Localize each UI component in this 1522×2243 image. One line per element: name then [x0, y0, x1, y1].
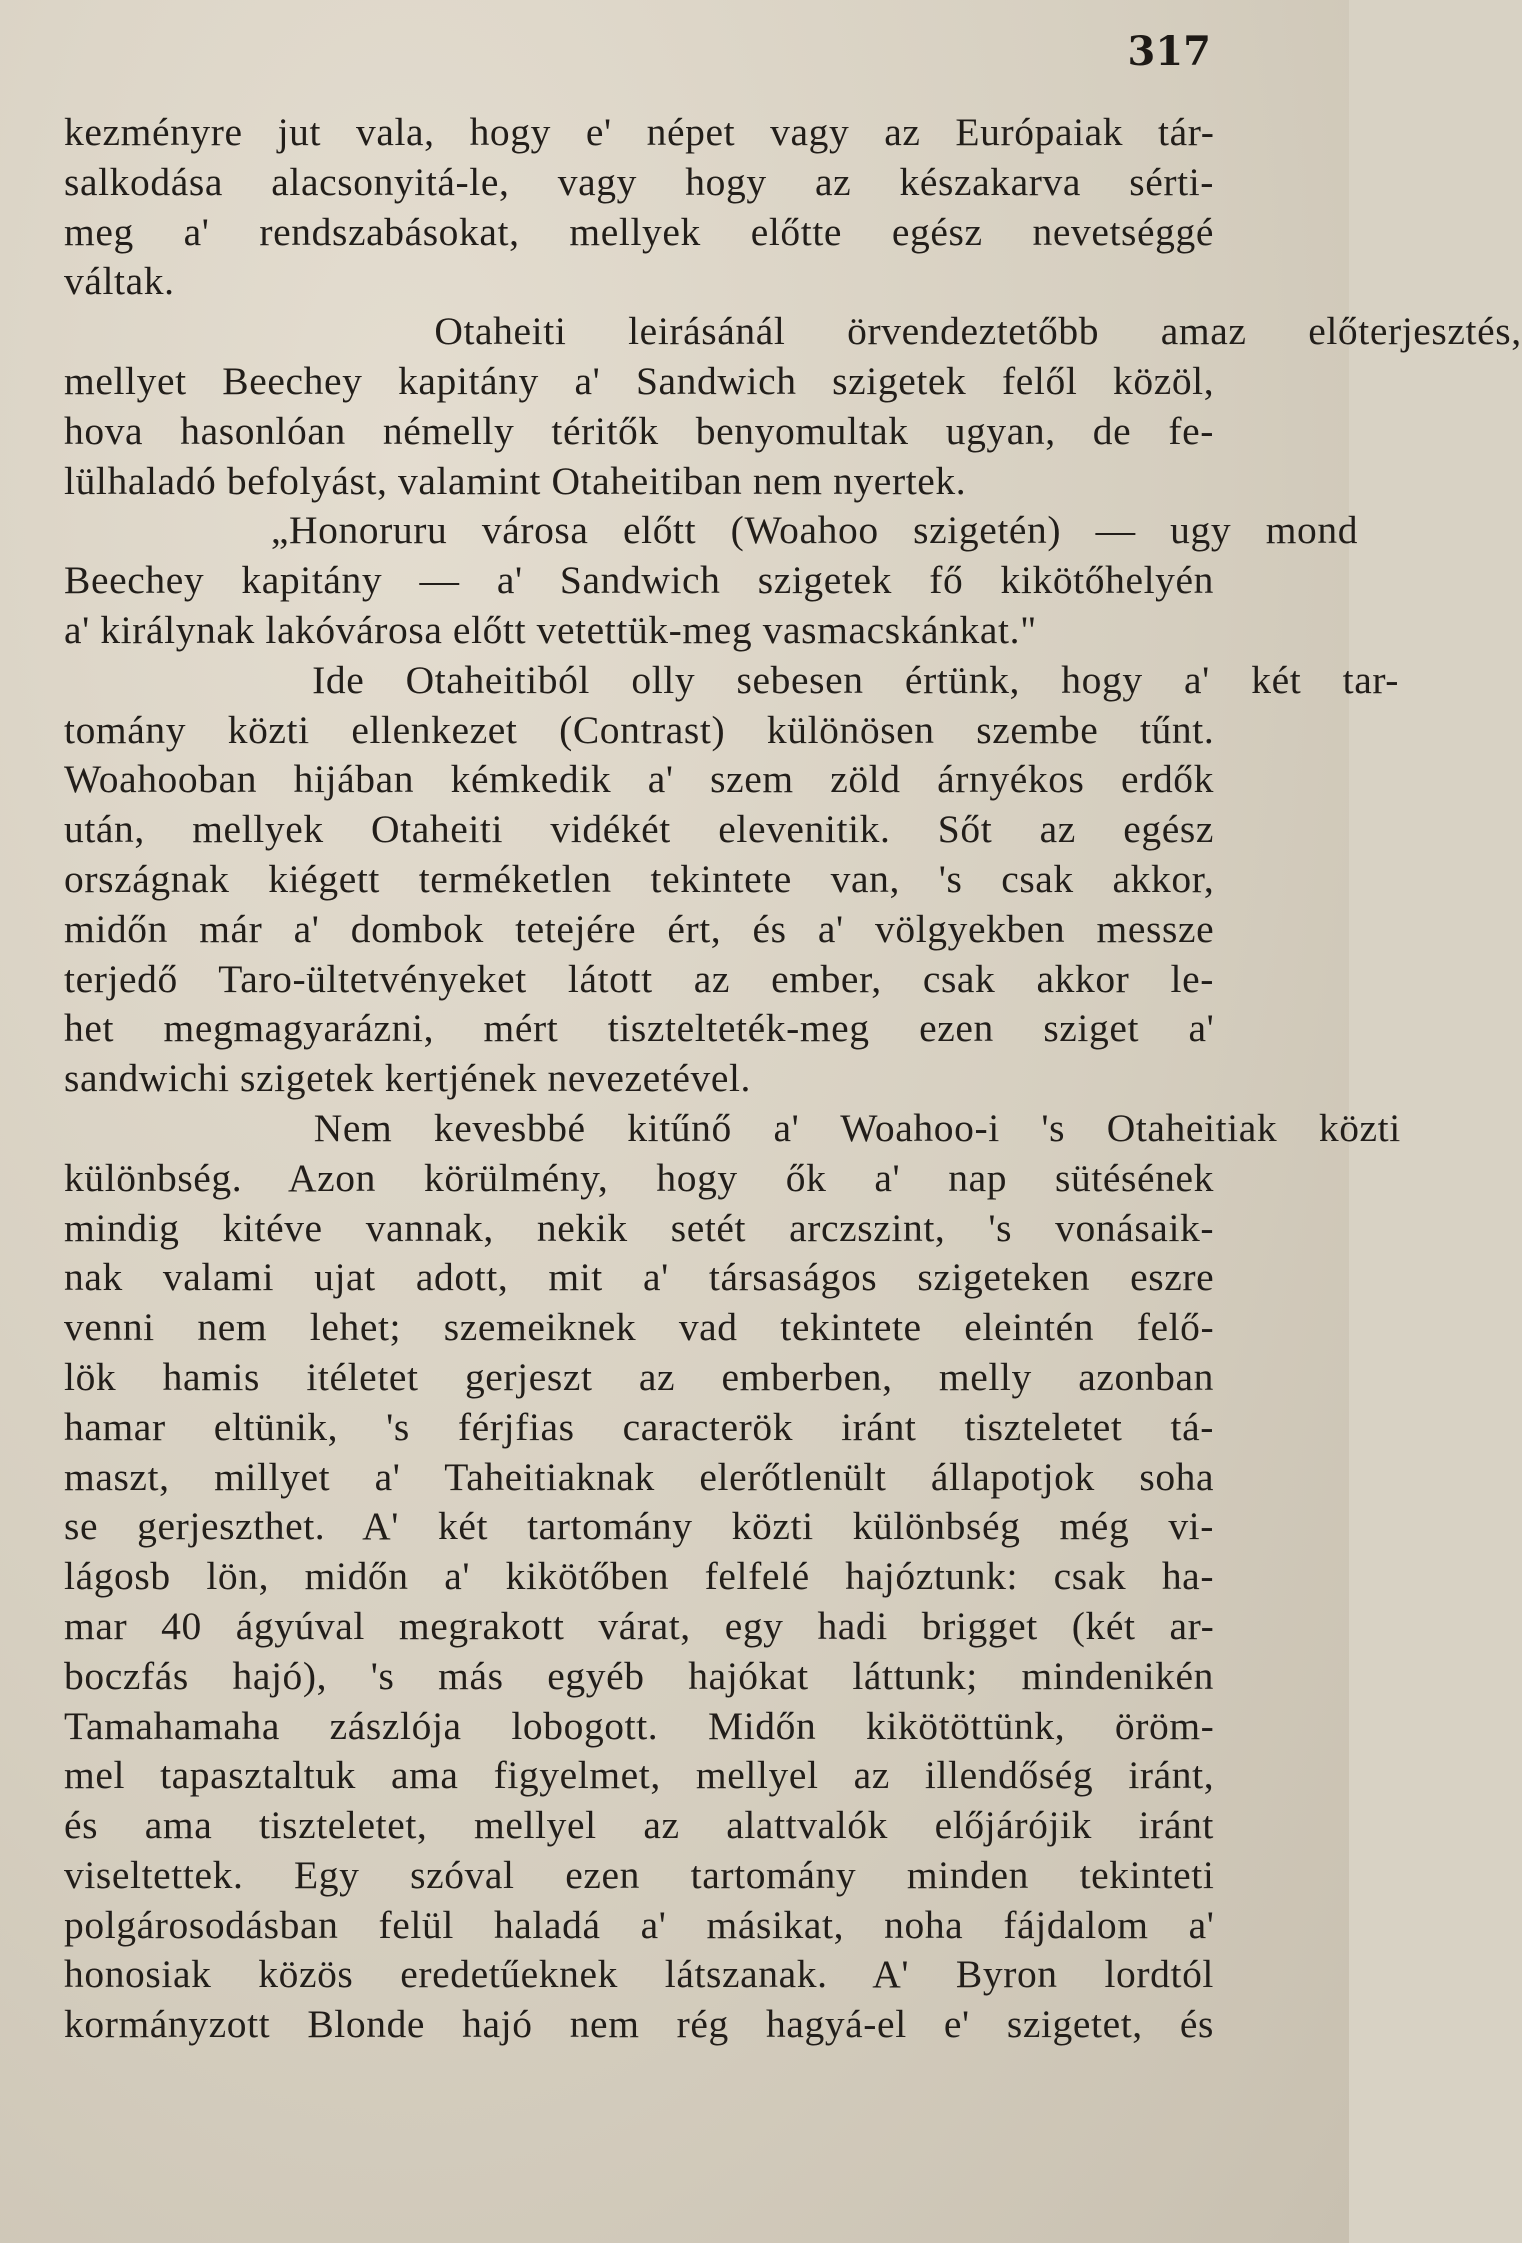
- text-line: hamar eltünik, 's férjfias caracterök iránt tiszteletet tá-: [64, 1404, 1214, 1449]
- text-line: het megmagyarázni, mért tisztelteték-meg ezen sziget a': [64, 1006, 1215, 1051]
- text-line: Tamahamaha zászlója lobogott. Midőn kikötöttünk, öröm-: [64, 1703, 1215, 1748]
- text-line: mindig kitéve vannak, nekik setét arczszint, 's vonásaik-: [64, 1205, 1215, 1250]
- text-line: sandwichi szigetek kertjének nevezetével.: [64, 1056, 752, 1101]
- text-line: hova hasonlóan némelly téritők benyomultak ugyan, de fe-: [64, 408, 1214, 453]
- text-line: midőn már a' dombok tetejére ért, és a' völgyekben messze: [64, 906, 1215, 951]
- text-line: honosiak közös eredetűeknek látszanak. A' Byron lordtól: [64, 1952, 1214, 1997]
- text-line: meg a' rendszabásokat, mellyek előtte egész nevetséggé: [64, 209, 1214, 254]
- text-line: különbség. Azon körülmény, hogy ők a' nap sütésének: [64, 1155, 1214, 1200]
- text-line: után, mellyek Otaheiti vidékét elevenitik. Sőt az egész: [64, 807, 1214, 852]
- text-line: kezményre jut vala, hogy e' népet vagy az Európaiak tár-: [64, 110, 1215, 154]
- text-line: mar 40 ágyúval megrakott várat, egy hadi brigget (két ar-: [64, 1603, 1215, 1648]
- text-line: salkodása alacsonyitá-le, vagy hogy az készakarva sérti-: [64, 159, 1215, 204]
- text-line: mel tapasztaltuk ama figyelmet, mellyel az illendőség iránt,: [64, 1753, 1215, 1798]
- text-line: boczfás hajó), 's más egyéb hajókat láttunk; mindenikén: [64, 1653, 1214, 1698]
- text-line: Woahooban hijában kémkedik a' szem zöld árnyékos erdők: [64, 757, 1214, 802]
- text-line: Otaheiti leirásánál örvendeztetőbb amaz előterjesztés,: [64, 309, 1522, 354]
- text-line: „Honoruru városa előtt (Woahoo szigetén) — ugy mond: [64, 508, 1359, 553]
- page-number: 317: [1127, 28, 1211, 75]
- text-line: váltak.: [64, 259, 175, 304]
- text-line: terjedő Taro-ültetvényeket látott az ember, csak akkor le-: [64, 956, 1214, 1001]
- text-line: polgárosodásban felül haladá a' másikat, noha fájdalom a': [64, 1902, 1215, 1947]
- text-line: lülhaladó befolyást, valamint Otaheitiban nem nyertek.: [64, 458, 967, 503]
- text-line: mellyet Beechey kapitány a' Sandwich szigetek felől közöl,: [64, 358, 1215, 403]
- text-line: tomány közti ellenkezet (Contrast) különösen szembe tűnt.: [64, 707, 1215, 752]
- text-line: nak valami ujat adott, mit a' társaságos szigeteken eszre: [64, 1255, 1215, 1300]
- text-line: lök hamis itéletet gerjeszt az emberben, melly azonban: [64, 1354, 1214, 1399]
- text-line: a' királynak lakóvárosa előtt vetettük-meg vasmacskánkat.": [64, 607, 1037, 652]
- text-line: Ide Otaheitiból olly sebesen értünk, hogy a' két tar-: [64, 657, 1400, 702]
- text-line: viseltettek. Egy szóval ezen tartomány minden tekinteti: [64, 1852, 1215, 1897]
- text-line: kormányzott Blonde hajó nem rég hagyá-el e' szigetet, és: [64, 2002, 1214, 2047]
- text-line: maszt, millyet a' Taheitiaknak elerőtlenült állapotjok soha: [64, 1454, 1215, 1499]
- body-text: [64, 108, 1522, 2050]
- text-line: lágosb lön, midőn a' kikötőben felfelé hajóztunk: csak ha-: [64, 1554, 1215, 1599]
- text-line: és ama tiszteletet, mellyel az alattvalók előjárójik iránt: [64, 1803, 1214, 1848]
- text-line: Beechey kapitány — a' Sandwich szigetek fő kikötőhelyén: [64, 558, 1214, 603]
- text-line: se gerjeszthet. A' két tartomány közti különbség még vi-: [64, 1504, 1214, 1549]
- text-line: Nem kevesbbé kitűnő a' Woahoo-i 's Otaheitiak közti: [64, 1105, 1401, 1150]
- text-line: országnak kiégett terméketlen tekintete van, 's csak akkor,: [64, 856, 1215, 901]
- text-line: venni nem lehet; szemeiknek vad tekintete eleintén felő-: [64, 1305, 1215, 1350]
